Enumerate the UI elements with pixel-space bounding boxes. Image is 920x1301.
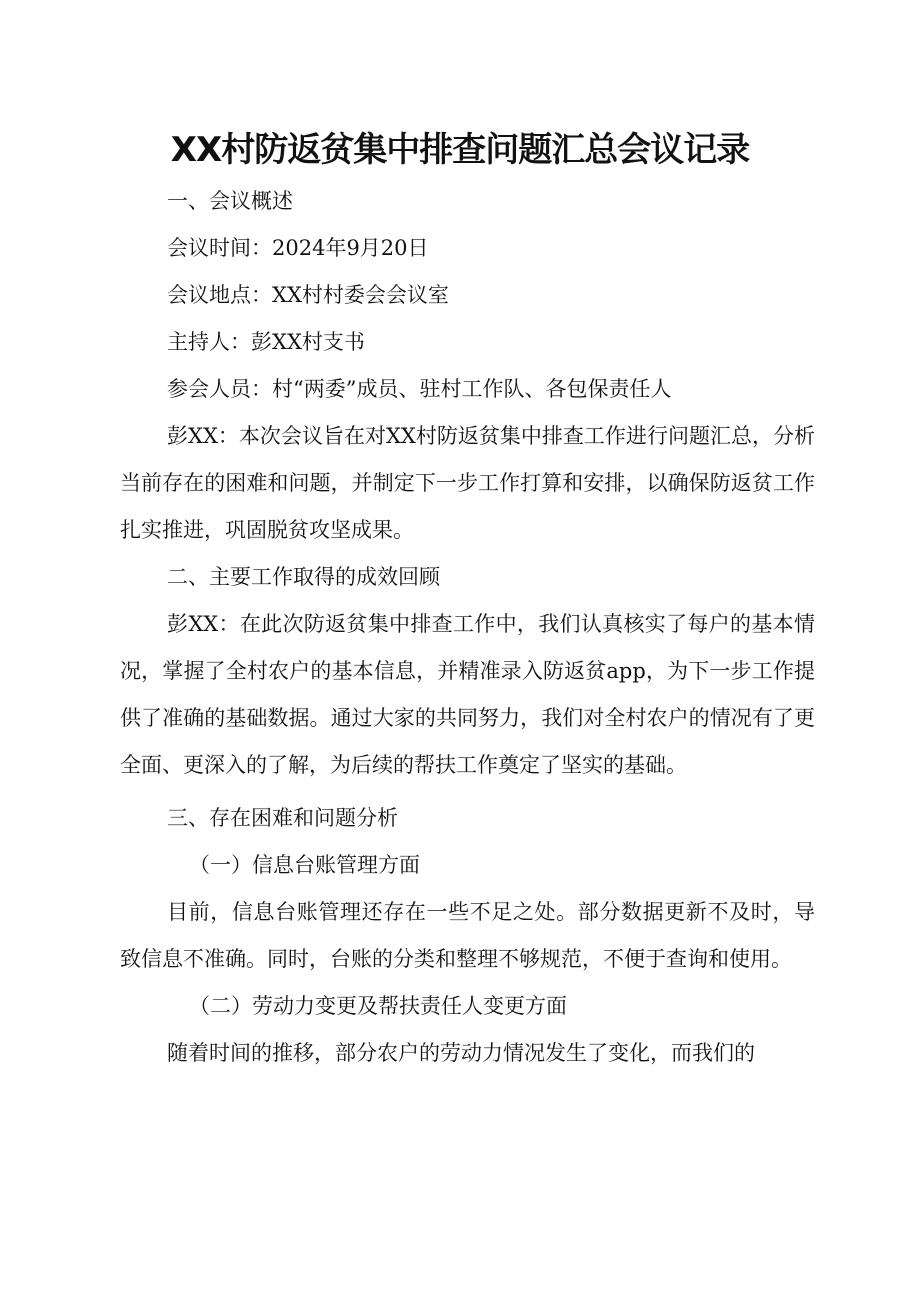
- subsection1-heading: （一）信息台账管理方面: [189, 853, 420, 877]
- section1-heading: 一、会议概述: [167, 189, 293, 213]
- section3-heading: 三、存在困难和问题分析: [167, 806, 398, 830]
- meeting-location: 会议地点：XX村村委会会议室: [167, 283, 449, 307]
- document-title: XX村防返贫集中排查问题汇总会议记录: [170, 130, 750, 170]
- opening-paragraph: 彭XX：本次会议旨在对XX村防返贫集中排查工作进行问题汇总，分析当前存在的困难和问题，并制定下一步工作打算和安排，以确保防返贫工作扎实推进，巩固脱贫攻坚成果。: [120, 424, 815, 542]
- meeting-time: 会议时间：2024年9月20日: [167, 236, 429, 260]
- subsection1-paragraph: 目前，信息台账管理还存在一些不足之处。部分数据更新不及时，导致信息不准确。同时，台账的分类和整理不够规范，不便于查询和使用。: [120, 900, 815, 971]
- subsection2-heading: （二）劳动力变更及帮扶责任人变更方面: [189, 994, 567, 1018]
- meeting-host: 主持人：彭XX村支书: [167, 330, 365, 354]
- meeting-attendees: 参会人员：村“两委”成员、驻村工作队、各包保责任人: [167, 377, 672, 401]
- document-body: [120, 178, 815, 1077]
- achievements-paragraph: 彭XX：在此次防返贫集中排查工作中，我们认真核实了每户的基本情况，掌握了全村农户的基本信息，并精准录入防返贫app，为下一步工作提供了准确的基础数据。通过大家的共同努力，我们对全村农户的情况有了更全面、更深入的了解，为后续的帮扶工作奠定了坚实的基础。: [120, 612, 815, 777]
- section2-heading: 二、主要工作取得的成效回顾: [167, 565, 440, 589]
- subsection2-paragraph: 随着时间的推移，部分农户的劳动力情况发生了变化，而我们的: [167, 1041, 755, 1065]
